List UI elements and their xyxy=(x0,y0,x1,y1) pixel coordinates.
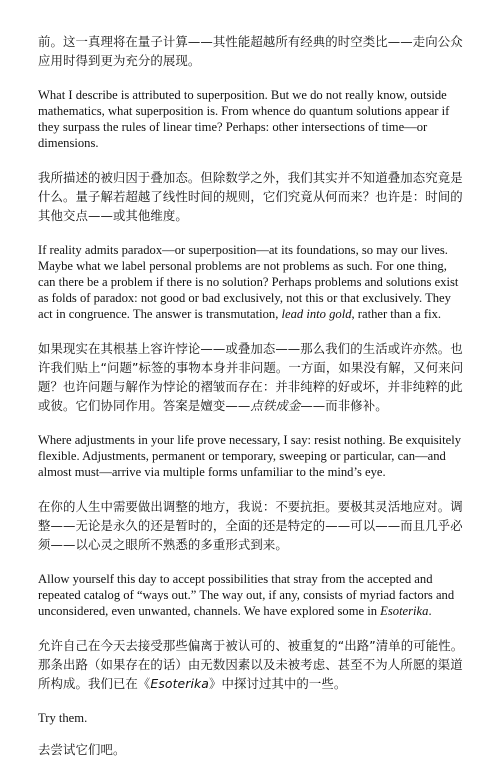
italic-phrase: 点铁成金 xyxy=(250,398,301,413)
paragraph-text: Try them. xyxy=(38,711,88,725)
paragraph-text: 去尝试它们吧。 xyxy=(38,742,126,757)
paragraph-en-4 xyxy=(38,571,466,619)
paragraph-text: 在你的人生中需要做出调整的地方，我说：不要抗拒。要极其灵活地应对。调整——无论是永久的还是暂时的，全面的还是特定的——可以——而且几乎必须——以心灵之眼所不熟悉的多重形式到来。 xyxy=(38,499,463,552)
paragraph-text: 如果现实在其根基上容许悖论——或叠加态——那么我们的生活或许亦然。也许我们贴上“问题”标签的事物本身并非问题。一方面，如果没有解，又何来问题？也许问题与解作为悖论的褶皱而存在：并非纯粹的好或坏，并非纯粹的此或彼。它们协同作用。答案是嬗变—— xyxy=(38,341,464,413)
paragraph-zh-2 xyxy=(38,168,466,225)
italic-phrase: lead into gold xyxy=(281,307,352,321)
paragraph-text: Where adjustments in your life prove necessary, I say: resist nothing. Be exquisitely flexible. Adjustments, permanent or temporary, sweeping or particular, can—and almost must—arrive via multiple forms unfamiliar to the mind’s eye. xyxy=(38,433,462,479)
paragraph-text: . xyxy=(428,604,432,618)
paragraph-zh-3 xyxy=(38,339,466,415)
paragraph-zh-6 xyxy=(38,740,466,759)
paragraph-text: 我所描述的被归因于叠加态。但除数学之外，我们其实并不知道叠加态究竟是什么。量子解若超越了线性时间的规则，它们究竟从何而来？也许是：时间的其他交点——或其他维度。 xyxy=(38,170,463,223)
paragraph-en-2 xyxy=(38,242,466,322)
paragraph-text: 》中探讨过其中的一些。 xyxy=(208,676,347,691)
paragraph-text: ——而非修补。 xyxy=(300,398,388,413)
paragraph-text: If reality admits paradox—or superposition—at its foundations, so may our lives. Maybe what we label personal problems are not problems as such. For one thing, can there be a problem if there is no solution? Perhaps problems and solutions exist as folds of paradox: not good or bad exclusively, not this or that exclusively. They act in congruence. The answer is transmutation, xyxy=(38,243,459,321)
paragraph-text: 允许自己在今天去接受那些偏离于被认可的、被重复的“出路”清单的可能性。那条出路（如果存在的话）由无数因素以及未被考虑、甚至不为人所愿的渠道所构成。我们已在《 xyxy=(38,638,464,691)
paragraph-text: , rather than a fix. xyxy=(351,307,442,321)
paragraph-zh-5 xyxy=(38,636,466,693)
paragraph-en-1 xyxy=(38,87,466,151)
document-page xyxy=(38,32,466,757)
paragraph-text: 前。这一真理将在量子计算——其性能超越所有经典的时空类比——走向公众应用时得到更为充分的展现。 xyxy=(38,34,463,68)
italic-title: Esoterika xyxy=(380,604,429,618)
paragraph-en-3 xyxy=(38,432,466,480)
paragraph-zh-1 xyxy=(38,32,466,70)
italic-title: Esoterika xyxy=(150,676,209,691)
paragraph-en-5 xyxy=(38,710,466,726)
paragraph-text: What I describe is attributed to superposition. But we do not really know, outside mathematics, what superposition is. From whence do quantum solutions appear if they surpass the rules of linear time? Perhaps: other intersections of time—or dimensions. xyxy=(38,88,450,150)
paragraph-zh-4 xyxy=(38,497,466,554)
paragraph-text: Allow yourself this day to accept possibilities that stray from the accepted and repeated catalog of “ways out.” The way out, if any, consists of myriad factors and unconsidered, even unwanted, channels. We have explored some in xyxy=(38,572,455,618)
